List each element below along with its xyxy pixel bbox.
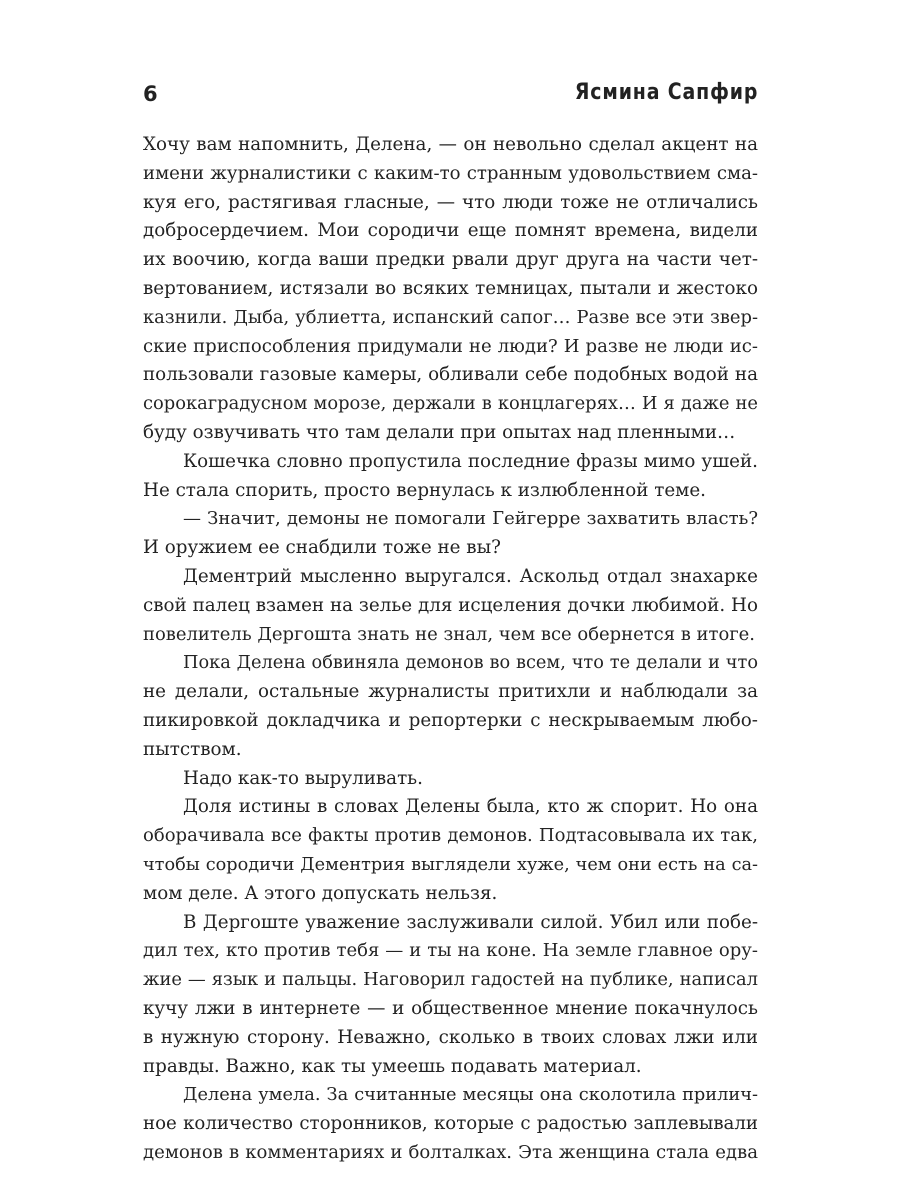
text-line: мом деле. А этого допускать нельзя. [143,882,498,904]
text-line: дил тех, кто против тебя — и ты на коне. На земле главное ору- [143,940,758,962]
text-line: пытством. [143,738,242,760]
text-line: буду озвучивать что там делали при опытах над пленными… [143,421,736,443]
text-line: Не стала спорить, просто вернулась к излюбленной теме. [143,479,706,501]
text-line: Надо как-то выруливать. [183,767,423,789]
text-line: правды. Важно, как ты умеешь подавать материал. [143,1055,642,1077]
text-line: повелитель Дергошта знать не знал, чем все обернется в итоге. [143,623,755,645]
text-line: Кошечка словно пропустила последние фразы мимо ушей. [183,450,758,472]
text-line: Дементрий мысленно выругался. Аскольд отдал знахарке [183,565,758,587]
text-line: Доля истины в словах Делены была, кто ж спорит. Но она [183,796,758,818]
text-line: вертованием, истязали во всяких темницах, пытали и жестоко [143,277,758,299]
text-line: Хочу вам напомнить, Делена, — он невольно сделал акцент на [143,134,758,155]
text-line: добросердечием. Мои сородичи еще помнят времена, видели [143,220,758,242]
text-line: жие — язык и пальцы. Наговорил гадостей на публике, написал [143,969,758,991]
text-line: сорокаградусном морозе, держали в концлагерях… И я даже не [143,393,758,415]
text-line: не делали, остальные журналисты притихли и наблюдали за [143,681,758,703]
text-line: чтобы сородичи Дементрия выглядели хуже, чем они есть на са- [143,854,758,875]
text-line: — Значит, демоны не помогали Гейгерре захватить власть? [183,508,758,530]
running-header [143,80,758,116]
text-line: в нужную сторону. Неважно, сколько в твоих словах лжи или [143,1026,758,1048]
text-line: демонов в комментариях и болталках. Эта женщина стала едва [143,1141,758,1163]
text-line: В Дергоште уважение заслуживали силой. Убил или побе- [183,911,758,933]
text-line: кучу лжи в интернете — и общественное мнение покачнулось [143,997,758,1019]
text-line: ное количество сторонников, которые с радостью заплевывали [143,1113,758,1135]
text-line: оборачивала все факты против демонов. Подтасовывала их так, [143,825,758,847]
body-text [143,131,758,1168]
page-number: 6 [143,82,158,106]
text-line: Пока Делена обвиняла демонов во всем, что те делали и что [183,653,758,674]
text-line: ские приспособления придумали не люди? И разве не люди ис- [143,335,758,357]
text-line: свой палец взамен на зелье для исцеления дочки любимой. Но [143,594,758,616]
text-line: имени журналистики с каким-то странным удовольствием сма- [143,162,758,184]
text-line: пикировкой докладчика и репортерки с нескрываемым любо- [143,709,758,731]
text-line: их воочию, когда ваши предки рвали друг друга на части чет- [143,249,758,271]
text-line: пользовали газовые камеры, обливали себе подобных водой на [143,364,758,386]
text-line: И оружием ее снабдили тоже не вы? [143,537,501,559]
text-line: Делена умела. За считанные месяцы она сколотила прилич- [183,1085,758,1106]
book-author: Ясмина Сапфир [574,80,758,105]
text-line: куя его, растягивая гласные, — что люди тоже не отличались [143,191,758,213]
text-line: казнили. Дыба, ублиетта, испанский сапог… Разве все эти звер- [143,306,758,328]
